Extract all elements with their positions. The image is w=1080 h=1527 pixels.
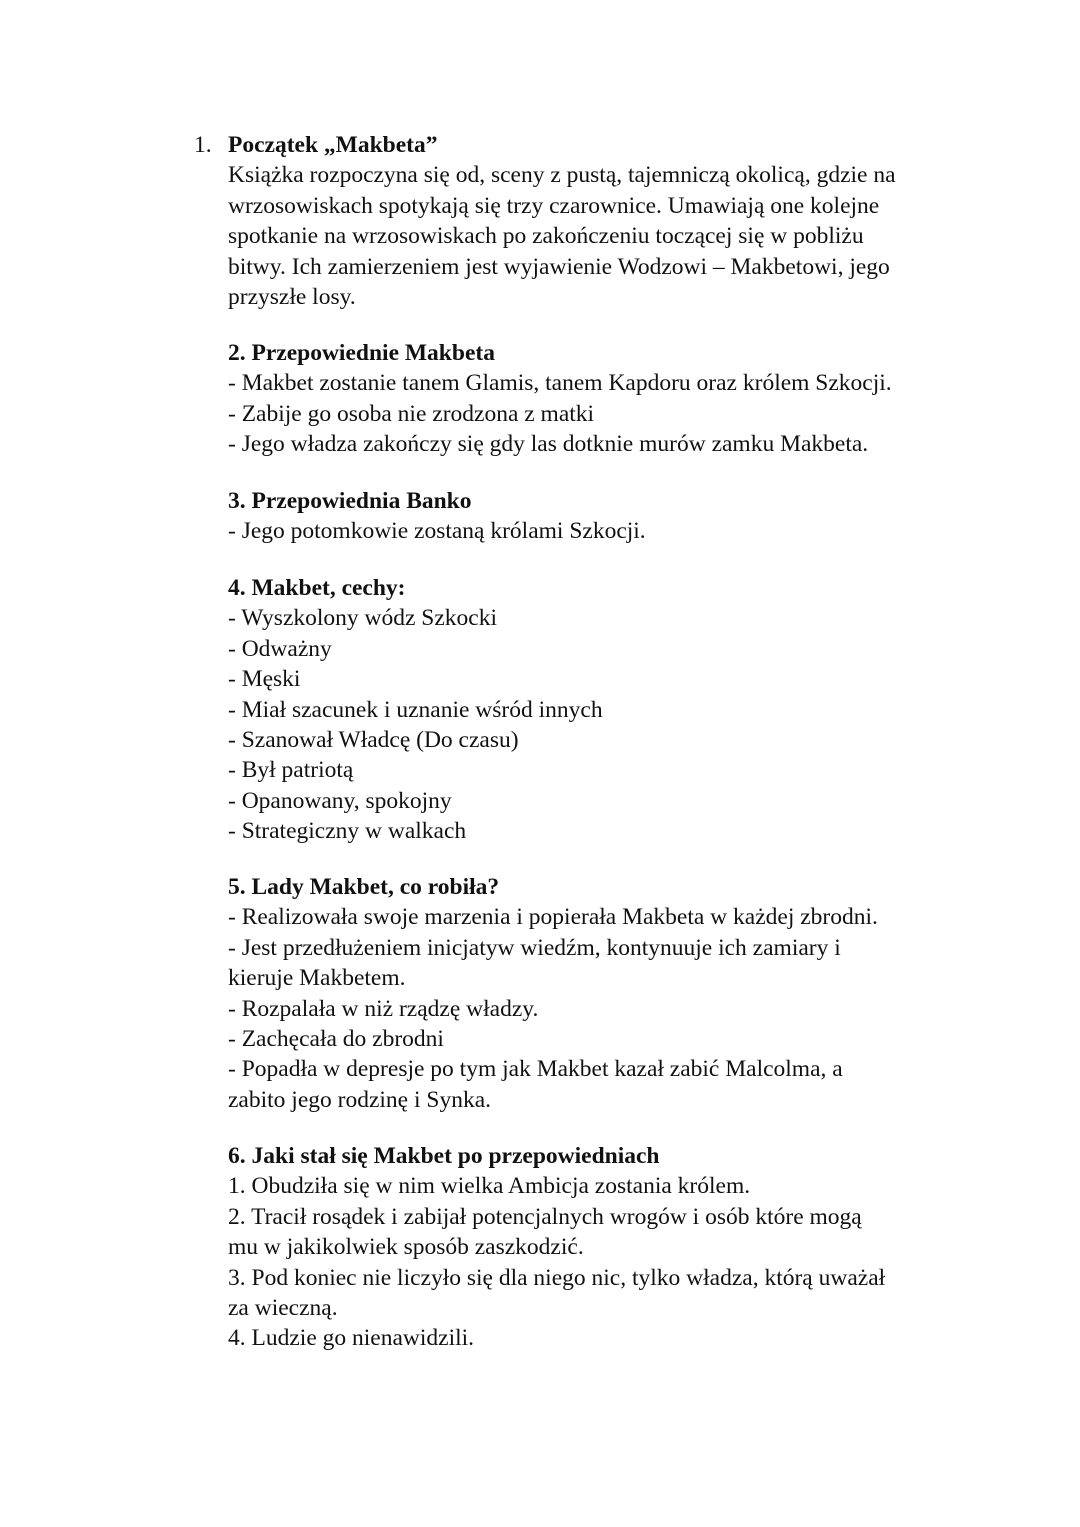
list-item: - Zabije go osoba nie zrodzona z matki <box>228 400 595 427</box>
list-item: - Jego potomkowie zostaną królami Szkocji. <box>228 518 646 545</box>
section-1-heading: Początek „Makbeta” <box>228 132 438 158</box>
section-6-heading: 6. Jaki stał się Makbet po przepowiedniach <box>228 1143 660 1169</box>
list-item: - Odważny <box>228 635 332 662</box>
list-item: - Realizowała swoje marzenia i popierała Makbeta w każdej zbrodni. <box>228 904 878 931</box>
section-1-line: spotkanie na wrzosowiskach po zakończeniu toczącej się w pobliżu <box>228 223 864 250</box>
section-4-heading: 4. Makbet, cechy: <box>228 575 406 601</box>
list-item: - Męski <box>228 666 301 693</box>
list-item: - Zachęcała do zbrodni <box>228 1026 444 1053</box>
list-item: 1. Obudziła się w nim wielka Ambicja zostania królem. <box>228 1173 751 1200</box>
list-item: - Jego władza zakończy się gdy las dotknie murów zamku Makbeta. <box>228 431 869 458</box>
section-4 <box>228 573 958 847</box>
list-item: - Wyszkolony wódz Szkocki <box>228 605 498 632</box>
section-1-line: Książka rozpoczyna się od, sceny z pustą, tajemniczą okolicą, gdzie na <box>228 162 896 189</box>
list-item: 3. Pod koniec nie liczyło się dla niego nic, tylko władza, którą uważał <box>228 1264 886 1291</box>
list-item: - Szanował Władcę (Do czasu) <box>228 727 519 754</box>
section-2 <box>228 338 958 460</box>
section-6 <box>228 1141 958 1354</box>
section-1 <box>228 130 958 312</box>
list-item: zabito jego rodzinę i Synka. <box>228 1086 491 1113</box>
list-item: 4. Ludzie go nienawidzili. <box>228 1325 475 1352</box>
section-1-number: 1. <box>194 132 212 158</box>
list-item: kieruje Makbetem. <box>228 965 406 992</box>
section-5-heading: 5. Lady Makbet, co robiła? <box>228 874 500 900</box>
list-item: - Jest przedłużeniem inicjatyw wiedźm, kontynuuje ich zamiary i <box>228 934 841 961</box>
list-item: - Strategiczny w walkach <box>228 818 467 845</box>
list-item: - Opanowany, spokojny <box>228 787 452 814</box>
list-item: - Makbet zostanie tanem Glamis, tanem Kapdoru oraz królem Szkocji. <box>228 370 892 397</box>
section-3 <box>228 486 958 547</box>
section-2-heading: 2. Przepowiednie Makbeta <box>228 340 495 366</box>
section-1-line: przyszłe losy. <box>228 284 356 311</box>
section-1-line: bitwy. Ich zamierzeniem jest wyjawienie Wodzowi – Makbetowi, jego <box>228 253 890 280</box>
list-item: - Był patriotą <box>228 757 354 784</box>
list-item: - Popadła w depresje po tym jak Makbet kazał zabić Malcolma, a <box>228 1056 843 1083</box>
section-3-heading: 3. Przepowiednia Banko <box>228 488 472 514</box>
section-1-line: wrzosowiskach spotykają się trzy czarownice. Umawiają one kolejne <box>228 192 880 219</box>
list-item: mu w jakikolwiek sposób zaszkodzić. <box>228 1234 584 1261</box>
list-item: - Rozpalała w niż rządzę władzy. <box>228 995 539 1022</box>
list-item: 2. Tracił rosądek i zabijał potencjalnych wrogów i osób które mogą <box>228 1203 862 1230</box>
list-item: za wieczną. <box>228 1295 338 1322</box>
section-5 <box>228 872 958 1115</box>
list-item: - Miał szacunek i uznanie wśród innych <box>228 696 603 723</box>
